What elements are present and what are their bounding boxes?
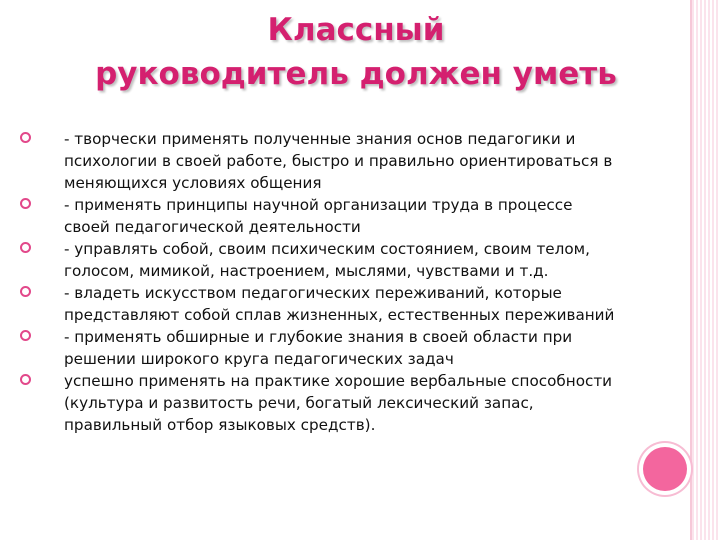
list-item-text: - применять обширные и глубокие знания в своей области при решении широкого круга педагогических задач [64,328,573,368]
title-line-1: Классный [267,12,445,48]
list-item [20,194,620,238]
bullet-icon [20,330,31,341]
decorative-stripes [692,0,720,540]
list-item [20,370,620,436]
title-line-2: руководитель должен уметь [95,56,617,92]
bullet-icon [20,286,31,297]
list-item [20,238,620,282]
decorative-circle-icon [643,447,687,491]
list-item [20,326,620,370]
list-item-text: - применять принципы научной организации труда в процессе своей педагогической деятельности [64,196,573,236]
slide-title [36,8,676,96]
list-item-text: - управлять собой, своим психическим состоянием, своим телом, голосом, мимикой, настроением, мыслями, чувствами и т.д. [64,240,590,280]
bullet-icon [20,198,31,209]
bullet-list [20,128,620,436]
list-item [20,128,620,194]
list-item-text: успешно применять на практике хорошие вербальные способности (культура и развитость речи, богатый лексический запас, правильный отбор языковых средств). [64,372,613,434]
bullet-icon [20,132,31,143]
list-item [20,282,620,326]
list-item-text: - владеть искусством педагогических переживаний, которые представляют собой сплав жизненных, естественных переживаний [64,284,615,324]
bullet-icon [20,374,31,385]
list-item-text: - творчески применять полученные знания основ педагогики и психологии в своей работе, быстро и правильно ориентироваться в меняющихся условиях общения [64,130,613,192]
bullet-icon [20,242,31,253]
